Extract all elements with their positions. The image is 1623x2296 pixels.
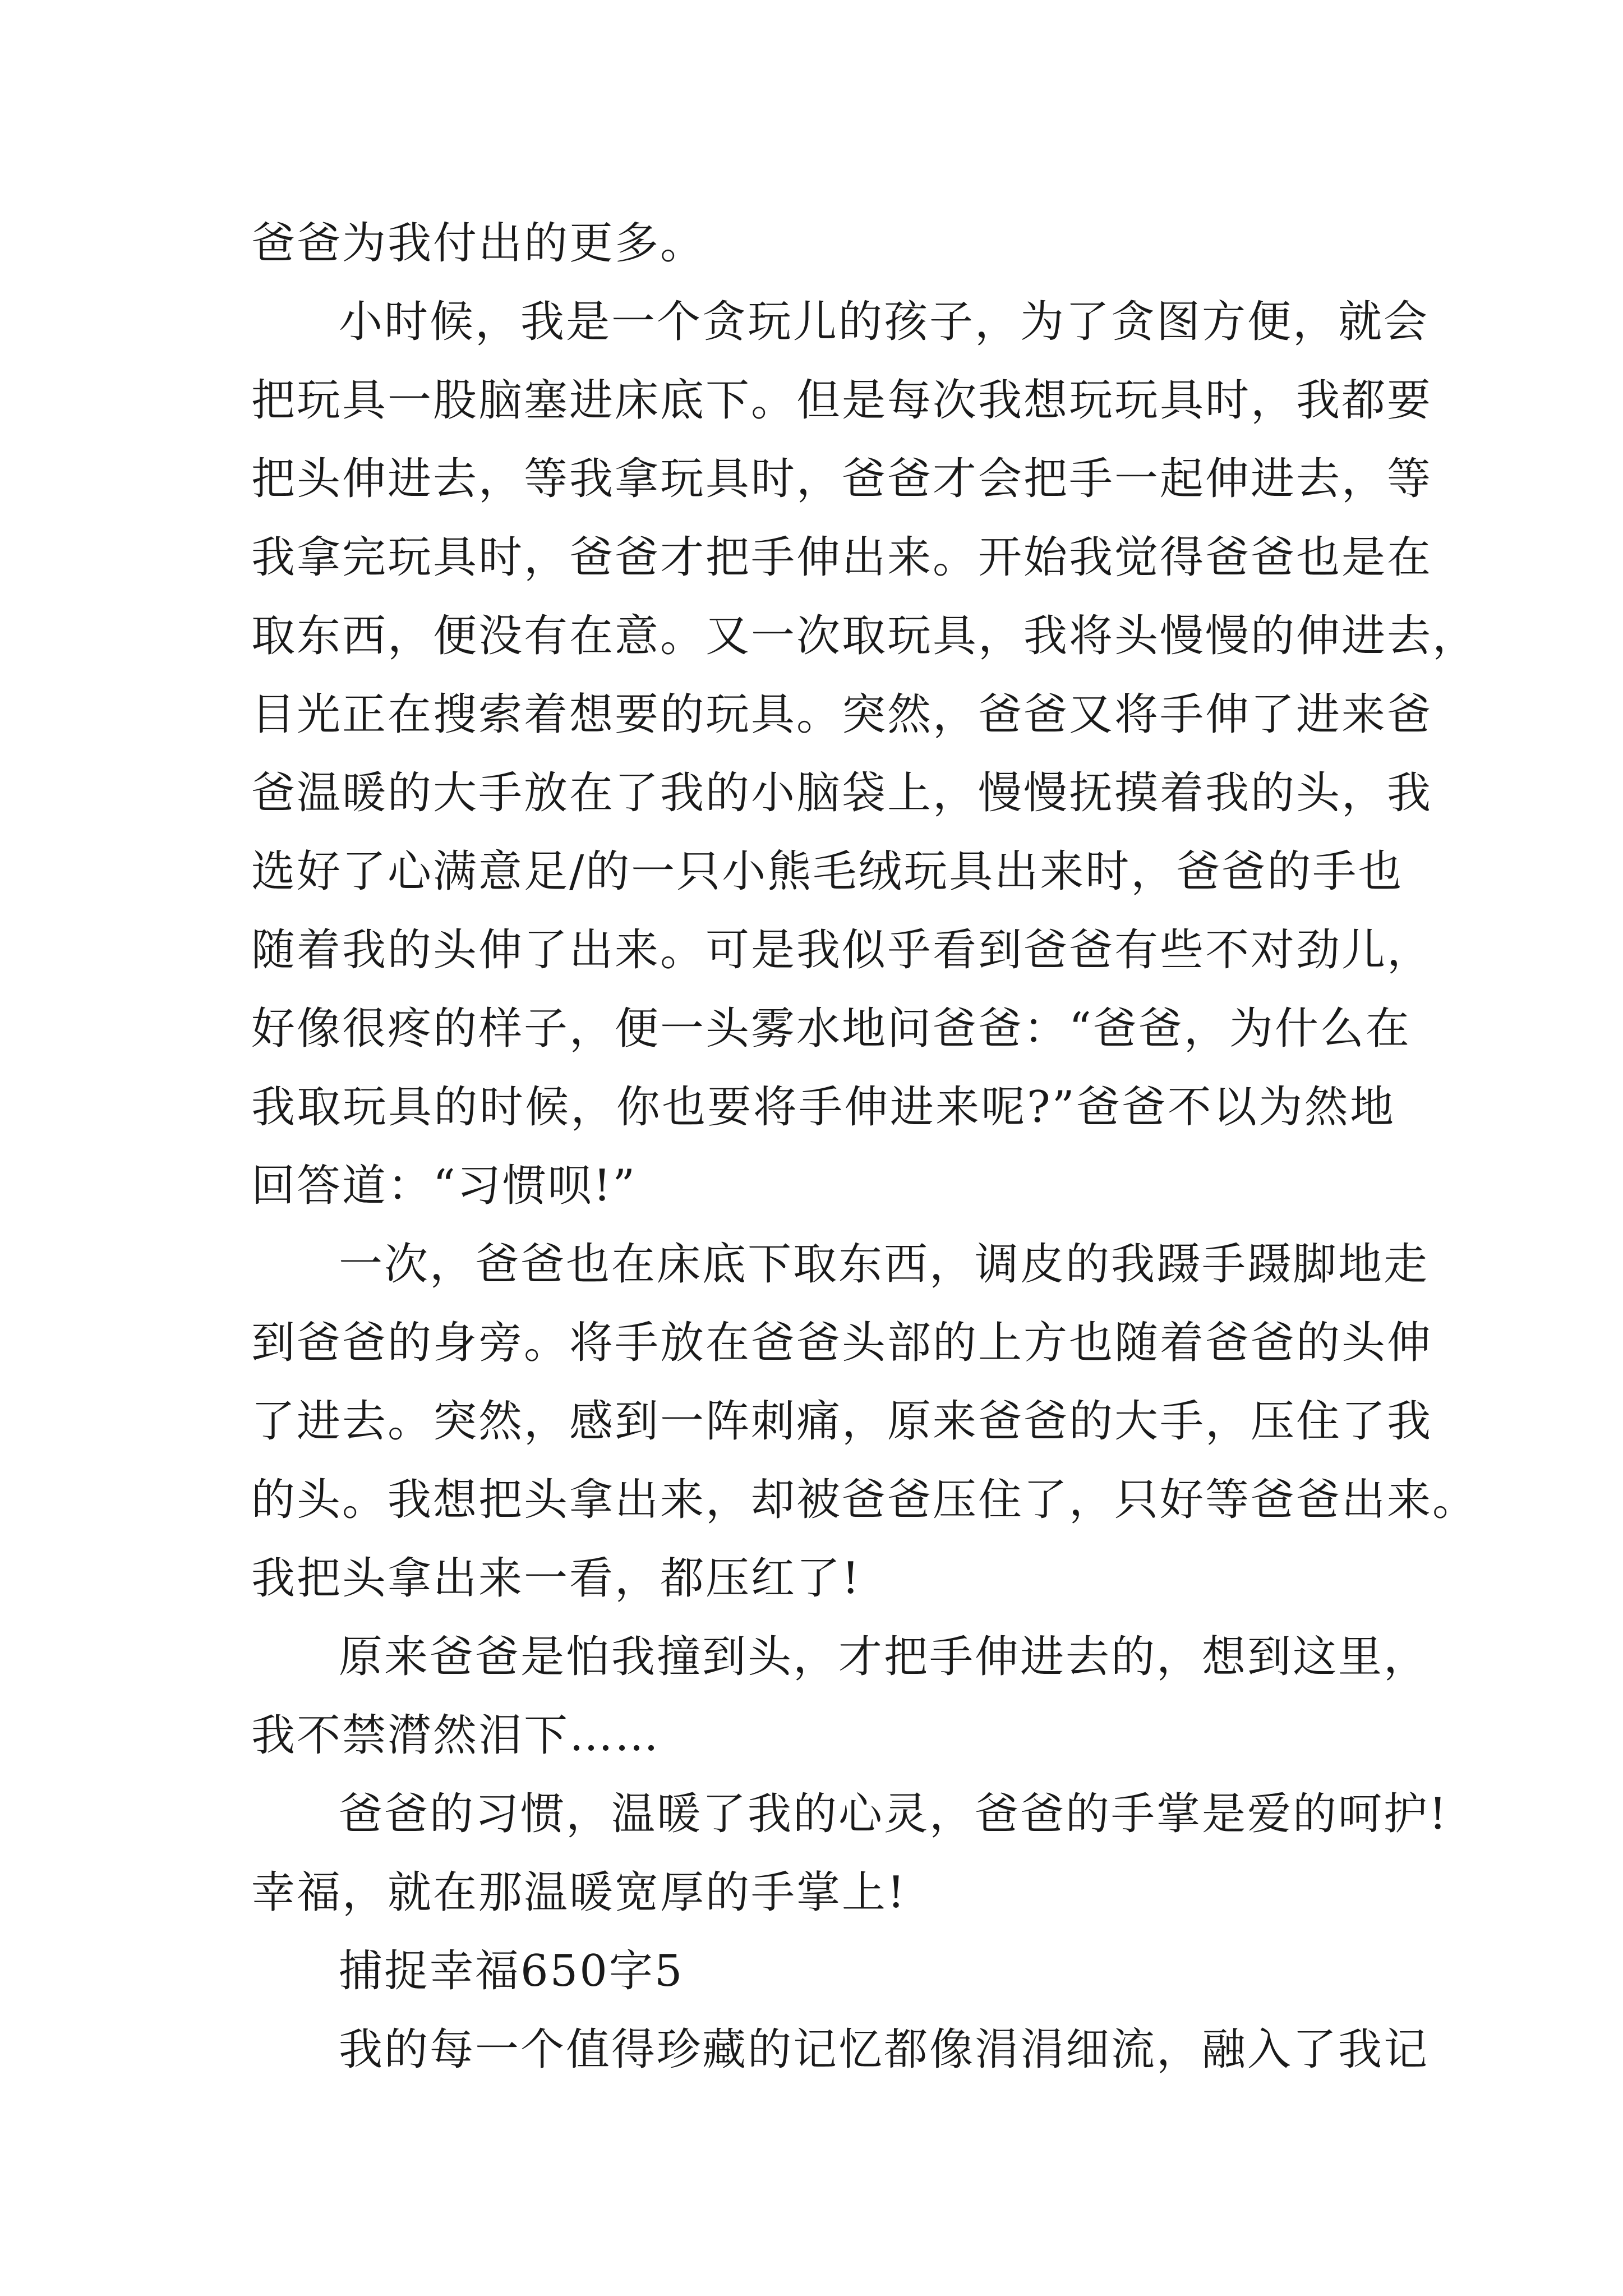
text-line: 目光正在搜索着想要的玩具。突然，爸爸又将手伸了进来爸 [251,689,1433,740]
text-line: 我的每一个值得珍藏的记忆都像涓涓细流，融入了我记 [339,2024,1430,2075]
text-line: 小时候，我是一个贪玩儿的孩子，为了贪图方便，就会 [339,297,1430,347]
text-line: 原来爸爸是怕我撞到头，才把手伸进去的，想到这里， [339,1632,1430,1682]
text-line: 爸爸为我付出的更多。 [251,218,706,269]
text-line: 爸爸的习惯，温暖了我的心灵，爸爸的手掌是爱的呵护! [339,1789,1449,1839]
text-line: 把玩具一股脑塞进床底下。但是每次我想玩玩具时，我都要 [251,375,1433,426]
text-line: 我把头拿出来一看，都压红了! [251,1553,861,1604]
text-line: 回答道：“习惯呗!” [251,1161,637,1211]
text-line: 我取玩具的时候，你也要将手伸进来呢?”爸爸不以为然地 [251,1082,1395,1133]
text-line: 随着我的头伸了出来。可是我似乎看到爸爸有些不对劲儿， [251,925,1433,976]
text-line: 一次，爸爸也在床底下取东西，调皮的我蹑手蹑脚地走 [339,1239,1430,1290]
text-line: 我拿完玩具时，爸爸才把手伸出来。开始我觉得爸爸也是在 [251,532,1433,583]
text-line: 的头。我想把头拿出来，却被爸爸压住了，只好等爸爸出来。 [251,1475,1478,1525]
text-line: 捕捉幸福650字5 [339,1946,684,1996]
text-line: 把头伸进去，等我拿玩具时，爸爸才会把手一起伸进去，等 [251,454,1433,504]
text-line: 爸温暖的大手放在了我的小脑袋上，慢慢抚摸着我的头，我 [251,768,1433,818]
text-line: 幸福，就在那温暖宽厚的手掌上! [251,1867,907,1918]
text-line: 选好了心满意足/的一只小熊毛绒玩具出来时，爸爸的手也 [251,846,1404,897]
text-line: 我不禁潸然泪下…… [251,1710,661,1761]
text-line: 好像很疼的样子，便一头雾水地问爸爸：“爸爸，为什么在 [251,1004,1411,1054]
text-line: 取东西，便没有在意。又一次取玩具，我将头慢慢的伸进去， [251,611,1478,661]
text-line: 到爸爸的身旁。将手放在爸爸头部的上方也随着爸爸的头伸 [251,1318,1433,1368]
text-line: 了进去。突然，感到一阵刺痛，原来爸爸的大手，压住了我 [251,1396,1433,1447]
